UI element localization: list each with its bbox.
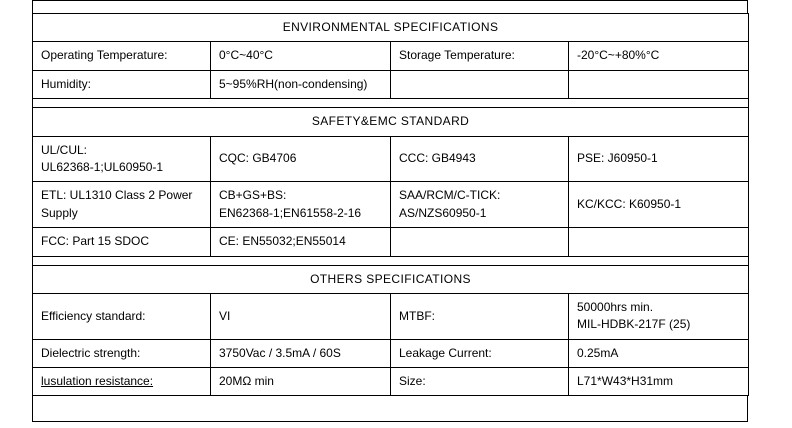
table-row	[33, 182, 749, 228]
storage-temperature-value: -20°C~+80%°C	[569, 42, 749, 70]
safety-empty-cell-1	[391, 228, 569, 256]
cb-gs-bs-line-2: EN62368-1;EN61558-2-16	[219, 205, 362, 220]
section-gap-row	[33, 256, 749, 265]
leakage-current-value: 0.25mA	[569, 339, 749, 367]
dielectric-strength-label: Dielectric strength:	[33, 339, 211, 367]
saa-rcm-ctick-line-2: AS/NZS60950-1	[399, 205, 487, 220]
ul-cul-line-1: UL/CUL:	[41, 142, 88, 157]
cb-gs-bs-cell	[211, 182, 391, 228]
etl-cell	[33, 182, 211, 228]
mtbf-label: MTBF:	[391, 293, 569, 339]
cqc-cell: CQC: GB4706	[211, 136, 391, 182]
ccc-cell: CCC: GB4943	[391, 136, 569, 182]
ul-cul-cell	[33, 136, 211, 182]
pse-cell: PSE: J60950-1	[569, 136, 749, 182]
size-label: Size:	[391, 368, 569, 396]
section-title-safety-emc: SAFETY&EMC STANDARD	[33, 108, 749, 136]
operating-temperature-value: 0°C~40°C	[211, 42, 391, 70]
leakage-current-label: Leakage Current:	[391, 339, 569, 367]
ce-cell: CE: EN55032;EN55014	[211, 228, 391, 256]
mtbf-line-2: MIL-HDBK-217F (25)	[577, 317, 691, 332]
insulation-resistance-value: 20MΩ min	[211, 368, 391, 396]
kc-kcc-cell: KC/KCC: K60950-1	[569, 182, 749, 228]
table-row	[33, 136, 749, 182]
operating-temperature-label: Operating Temperature:	[33, 42, 211, 70]
humidity-empty-cell-1	[391, 70, 569, 98]
efficiency-standard-label: Efficiency standard:	[33, 293, 211, 339]
section-gap-cell	[33, 99, 749, 108]
table-row	[33, 368, 749, 396]
saa-rcm-ctick-cell	[391, 182, 569, 228]
table-row	[33, 293, 749, 339]
etl-line-1: ETL: UL1310 Class 2 Power	[41, 188, 193, 203]
section-gap-cell	[33, 256, 749, 265]
insulation-resistance-label-text: lusulation resistance:	[41, 374, 154, 389]
environmental-specifications-table	[32, 13, 749, 396]
efficiency-standard-value: VI	[211, 293, 391, 339]
etl-line-2: Supply	[41, 205, 78, 220]
fcc-cell: FCC: Part 15 SDOC	[33, 228, 211, 256]
table-row	[33, 339, 749, 367]
mtbf-value	[569, 293, 749, 339]
humidity-empty-cell-2	[569, 70, 749, 98]
table-row	[33, 228, 749, 256]
section-title-row	[33, 14, 749, 42]
saa-rcm-ctick-line-1: SAA/RCM/C-TICK:	[399, 188, 501, 203]
humidity-value: 5~95%RH(non-condensing)	[211, 70, 391, 98]
mtbf-line-1: 50000hrs min.	[577, 299, 654, 314]
dielectric-strength-value: 3750Vac / 3.5mA / 60S	[211, 339, 391, 367]
table-top-spacer	[32, 0, 748, 13]
section-title-row	[33, 108, 749, 136]
table-bottom-spacer	[32, 396, 748, 422]
cb-gs-bs-line-1: CB+GS+BS:	[219, 188, 287, 203]
table-row	[33, 70, 749, 98]
section-title-row	[33, 265, 749, 293]
ul-cul-line-2: UL62368-1;UL60950-1	[41, 159, 164, 174]
section-title-environmental: ENVIRONMENTAL SPECIFICATIONS	[33, 14, 749, 42]
size-value: L71*W43*H31mm	[569, 368, 749, 396]
table-row	[33, 42, 749, 70]
section-gap-row	[33, 99, 749, 108]
insulation-resistance-label	[33, 368, 211, 396]
safety-empty-cell-2	[569, 228, 749, 256]
storage-temperature-label: Storage Temperature:	[391, 42, 569, 70]
section-title-others: OTHERS SPECIFICATIONS	[33, 265, 749, 293]
humidity-label: Humidity:	[33, 70, 211, 98]
